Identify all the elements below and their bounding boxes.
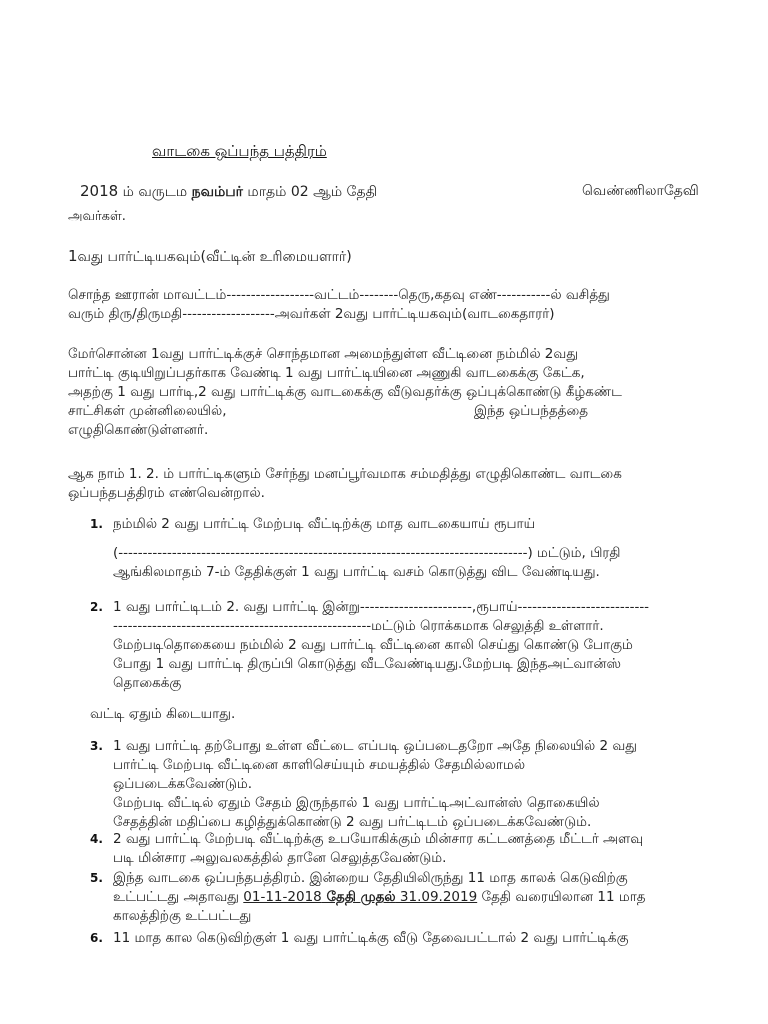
clause-3-line1: 1 வது பார்ட்டி தற்போது உள்ள வீட்டை எப்படி ஒப்படைதறோ அதே நிலையில் 2 வது <box>113 738 637 754</box>
party1-text: வது பார்ட்டியகவும்(வீட்டின் உரிமையளார்) <box>77 249 352 265</box>
party2-line2: வரும் திரு/திருமதி-------------------அவர்கள் 2வது பார்ட்டியகவும்(வாடகைதாரர்) <box>68 306 555 322</box>
clause-3-line2: பார்ட்டி மேற்படி வீட்டினை காளிசெய்யும் சமயத்தில் சேதமில்லாமல் <box>113 757 526 773</box>
clause-2-line4: போது 1 வது பார்ட்டி திருப்பி கொடுத்து வீடவேண்டியது.மேற்படி இந்தஅட்வான்ஸ் <box>113 656 621 672</box>
clause-3-line5: சேதத்தின் மதிப்பை கழித்துக்கொண்டு 2 வது பர்ட்டிடம் ஒப்படைக்கவேண்டும். <box>113 814 592 830</box>
date-month: நவம்பர் <box>191 184 243 200</box>
clause-3-number: 3. <box>90 739 103 753</box>
party1-line <box>68 247 352 267</box>
clause-5-line3: காலத்திற்கு உட்பட்டது <box>113 908 252 924</box>
intro-line5: எழுதிகொண்டுள்ளனர். <box>68 422 209 438</box>
date-post: மாதம் 02 ஆம் தேதி <box>242 184 378 200</box>
clause-4-text <box>113 830 643 868</box>
clause-4-line1: 2 வது பார்ட்டி மேற்படி வீட்டிற்க்கு உபயோகிக்கும் மின்சார கட்டணத்தை மீட்டர் அளவு <box>113 831 644 847</box>
date-line <box>80 182 377 202</box>
honoree-suffix: அவர்கள். <box>68 209 126 224</box>
intro-paragraph <box>68 345 622 440</box>
party2-line1: சொந்த ஊரான் மாவட்டம்------------------வட்டம்--------தெரு,கதவு எண்-----------ல் வசித்து <box>68 287 610 303</box>
clause-5-l2e: தேதி வரையிலான 11 மாத <box>477 889 646 905</box>
clause-5-start-date: 01-11-2018 <box>243 889 322 905</box>
clause-2-number: 2. <box>90 600 103 614</box>
summary-line2: ஒப்பந்தபத்திரம் எண்வென்றால். <box>68 485 265 501</box>
clause-5-text <box>113 869 646 926</box>
interest-note: வட்டி ஏதும் கிடையாது. <box>90 706 236 722</box>
clause-1-number: 1. <box>90 517 103 531</box>
clause-1-text <box>113 515 620 582</box>
intro-line2: பார்ட்டி குடியிறுப்பதர்காக வேண்டி 1 வது பார்ட்டியினை அணுகி வாடகைக்கு கேட்க, <box>68 365 585 381</box>
party1-num: 1 <box>68 247 78 265</box>
clause-5-line1: இந்த வாடகை ஒப்பந்தபத்திரம். இன்றைய தேதியிலிருந்து 11 மாத காலக் கெடுவிற்கு <box>113 870 628 886</box>
clause-1-line3: ஆங்கிலமாதம் 7-ம் தேதிக்குள் 1 வது பார்ட்டி வசம் கொடுத்து விட வேண்டியது. <box>113 564 600 580</box>
date-year: 2018 <box>80 182 119 200</box>
clause-5-from: தேதி முதல் <box>321 889 396 905</box>
document-title: வாடகை ஒப்பந்த பத்திரம் <box>152 142 327 160</box>
clause-3-line3: ஒப்படைக்கவேண்டும். <box>113 776 253 792</box>
date-pre: ம் வருடம <box>118 184 192 200</box>
intro-line4b: இந்த ஒப்பந்தத்தை <box>474 403 589 419</box>
clause-2-line2: -----------------------------------------------------மட்டும் ரொக்கமாக செலுத்தி உள்ளார். <box>113 618 604 634</box>
intro-line1: மேர்சொன்ன 1வது பார்ட்டிக்குச் சொந்தமான அமைந்துள்ள வீட்டினை நம்மில் 2வது <box>68 346 579 362</box>
clause-5-line2 <box>113 888 646 907</box>
honoree-name: வெண்ணிலாதேவி <box>582 183 699 199</box>
clause-6-number: 6. <box>90 931 103 945</box>
clause-1-line2: (------------------------------------------------------------------------------------) மட்டும், பிரதி <box>113 545 621 561</box>
intro-line4 <box>68 402 622 421</box>
clause-3-text <box>113 737 637 832</box>
clause-1-line1: நம்மில் 2 வது பார்ட்டி மேற்படி வீட்டிற்க்கு மாத வாடகையாய் ரூபாய் <box>113 516 536 532</box>
clause-2-line1: 1 வது பார்ட்டிடம் 2. வது பார்ட்டி இன்று-----------------------,ரூபாய்--------------------------- <box>113 599 650 615</box>
clause-3-line4: மேற்படி வீட்டில் ஏதும் சேதம் இருந்தால் 1 வது பார்ட்டிஅட்வான்ஸ் தொகையில் <box>113 795 600 811</box>
clause-2-line3: மேற்படிதொகையை நம்மில் 2 வது பார்ட்டி வீட்டினை காலி செய்து கொண்டு போகும் <box>113 637 633 653</box>
intro-line4a: சாட்சிகள் முன்னிலையில், <box>68 403 227 419</box>
clause-4-number: 4. <box>90 832 103 846</box>
clause-2-line5: தொகைக்கு <box>113 675 182 691</box>
clause-6-line1: 11 மாத கால கெடுவிற்குள் 1 வது பார்ட்டிக்கு வீடு தேவைபட்டால் 2 வது பார்ட்டிக்கு <box>113 930 629 946</box>
clause-5-end-date: 31.09.2019 <box>395 889 478 905</box>
clause-2-text <box>113 598 649 693</box>
intro-line3: அதற்கு 1 வது பார்டி,2 வது பார்ட்டிக்கு வாடகைக்கு வீடுவதர்க்கு ஒப்புக்கொண்டு கீழ்கண்ட <box>68 384 622 400</box>
summary-line1: ஆக நாம் 1. 2. ம் பார்ட்டிகளும் சேர்ந்து மனப்பூர்வமாக சம்மதித்து எழுதிகொண்ட வாடகை <box>68 466 622 482</box>
clause-5-l2a: உட்பட்டது அதாவது <box>113 889 244 905</box>
clause-5-number: 5. <box>90 871 103 885</box>
summary-paragraph <box>68 465 622 503</box>
clause-4-line2: படி மின்சார அலுவலகத்தில் தானே செலுத்தவேண்டும். <box>113 850 447 866</box>
party2-block <box>68 286 610 324</box>
clause-6-text <box>113 929 629 948</box>
